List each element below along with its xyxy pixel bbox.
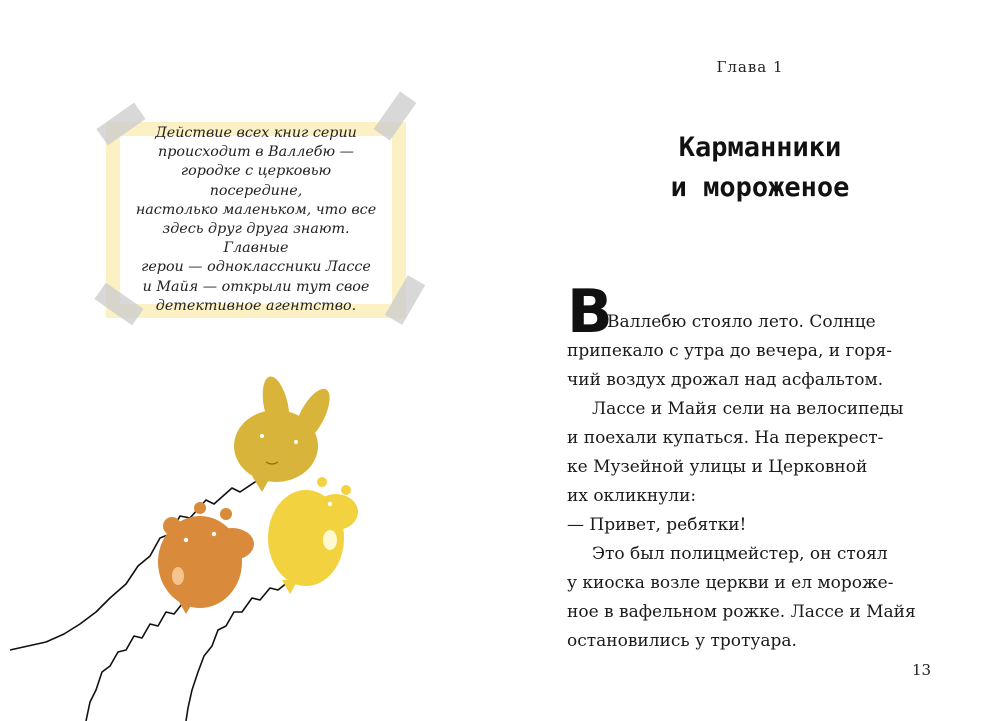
hippo-balloon-yellow — [268, 477, 358, 594]
orange-hippo-string — [86, 604, 182, 721]
text-line: Валлебю стояло лето. Солнце — [607, 312, 876, 332]
note-line: здесь друг друга знают. Главные — [162, 221, 350, 257]
tape-top-right — [374, 91, 417, 140]
text-line: чий воздух дрожал над асфальтом. — [567, 370, 884, 390]
text-line: у киоска возле церкви и ел мороже- — [567, 573, 894, 593]
note-card — [106, 122, 406, 318]
hippo-balloon-orange — [158, 502, 254, 614]
right-page — [500, 0, 1000, 721]
page-number: 13 — [912, 661, 932, 679]
text-line: припекало с утра до вечера, и горя- — [567, 341, 892, 361]
note-line: Действие всех книг серии — [155, 124, 357, 141]
note-card-inner — [120, 124, 392, 314]
balloon-illustration — [0, 370, 420, 721]
text-line: и поехали купаться. На перекрест- — [567, 428, 884, 448]
note-line: и Майя — открыли тут свое — [142, 278, 370, 295]
note-line: настолько маленьком, что все — [135, 201, 377, 218]
chapter-title-line: и мороженое — [670, 172, 850, 203]
chapter-title-line: Карманники — [678, 132, 842, 163]
text-line: Это был полицмейстер, он стоял — [592, 544, 888, 564]
text-line: их окликнули: — [567, 486, 697, 506]
note-line: детективное агентство. — [155, 297, 357, 314]
chapter-body — [567, 308, 957, 656]
drop-cap: В — [567, 277, 613, 347]
text-line: ное в вафельном рожке. Лассе и Майя — [567, 602, 916, 622]
text-line: остановились у тротуара. — [567, 631, 797, 651]
chapter-label: Глава 1 — [716, 58, 784, 76]
note-line: городке с церковью посередине, — [180, 163, 332, 199]
text-line: ке Музейной улицы и Церковной — [567, 457, 868, 477]
note-line: происходит в Валлебю — — [158, 144, 354, 161]
note-line: герои — одноклассники Лассе — [141, 259, 371, 276]
bunny-balloon — [234, 374, 337, 492]
series-note — [134, 124, 378, 316]
chapter-title — [500, 128, 1000, 208]
text-line: Лассе и Майя сели на велосипеды — [592, 399, 904, 419]
text-line: — Привет, ребятки! — [567, 515, 747, 535]
